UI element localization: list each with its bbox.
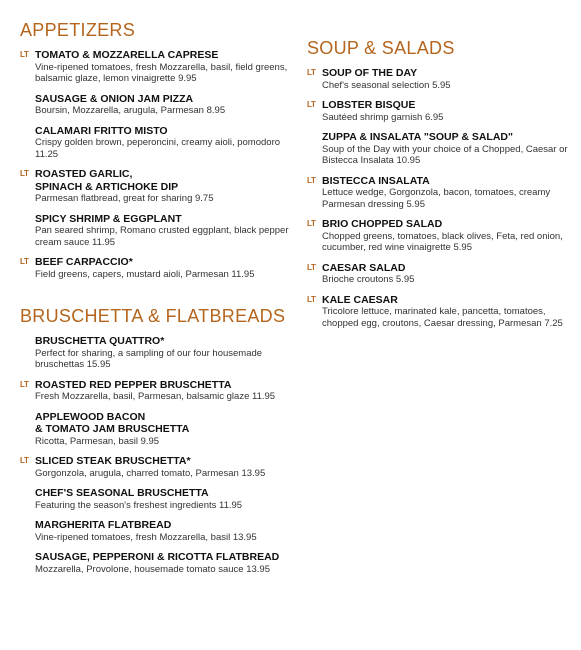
menu-item-description: Vine-ripened tomatoes, fresh Mozzarella, basil 13.95 [35, 531, 257, 543]
menu-item [307, 175, 577, 211]
menu-item [20, 455, 295, 479]
menu-items-soup [307, 67, 577, 329]
menu-item-description: Brioche croutons 5.95 [322, 274, 415, 285]
menu-item-name: CAESAR SALAD [322, 261, 406, 274]
menu-item-description: Parmesan flatbread, great for sharing 9.75 [35, 193, 214, 204]
lighter-taste-badge: LT [20, 50, 29, 59]
menu-item-name: CHEF'S SEASONAL BRUSCHETTA [35, 487, 209, 499]
lighter-taste-badge: LT [307, 262, 316, 272]
menu-item [20, 93, 295, 117]
menu-item-description: Featuring the season's freshest ingredients 11.95 [35, 499, 243, 511]
lighter-taste-badge: LT [20, 169, 29, 178]
menu-item-description: Chopped greens, tomatoes, black olives, Feta, red onion, cucumber, red wine vinaigrette 5.95 [322, 230, 563, 253]
menu-item-name: MARGHERITA FLATBREAD [35, 519, 172, 531]
menu-item-description: Perfect for sharing, a sampling of our four housemade bruschettas 15.95 [35, 347, 263, 370]
menu-item [20, 335, 295, 371]
lighter-taste-badge: LT [20, 456, 29, 465]
menu-item-name: BEEF CARPACCIO* [35, 256, 133, 268]
menu-item [20, 379, 295, 403]
lighter-taste-badge: LT [307, 219, 316, 228]
menu-item-name: CALAMARI FRITTO MISTO [35, 124, 168, 137]
section-title-soup-salads: SOUP & SALADS [307, 38, 455, 58]
menu-item-description: Ricotta, Parmesan, basil 9.95 [35, 435, 160, 447]
lighter-taste-badge: LT [20, 379, 29, 389]
menu-item-name: BRIO CHOPPED SALAD [322, 218, 443, 230]
menu-item-description: Field greens, capers, mustard aioli, Parmesan 11.95 [35, 268, 255, 280]
menu-item [307, 218, 577, 254]
menu-item-name: ROASTED RED PEPPER BRUSCHETTA [35, 378, 232, 391]
lighter-taste-badge: LT [307, 68, 316, 77]
menu-item-description: Sautéed shrimp garnish 6.95 [322, 111, 444, 123]
section-bruschetta-flatbreads [20, 306, 295, 575]
right-column [307, 38, 577, 337]
menu-item-name: SLICED STEAK BRUSCHETTA* [35, 455, 191, 467]
menu-item-description: Gorgonzola, arugula, charred tomato, Parmesan 13.95 [35, 467, 266, 479]
menu-item-name: SAUSAGE, PEPPERONI & RICOTTA FLATBREAD [35, 551, 280, 563]
menu-item [307, 67, 577, 91]
menu-item [20, 487, 295, 511]
menu-item-description: Pan seared shrimp, Romano crusted eggplant, black pepper cream sauce 11.95 [35, 225, 289, 248]
menu-item-description: Mozzarella, Provolone, housemade tomato sauce 13.95 [35, 563, 270, 575]
menu-item-name: TOMATO & MOZZARELLA CAPRESE [35, 49, 219, 61]
menu-item [20, 411, 295, 448]
lighter-taste-badge: LT [20, 257, 29, 266]
menu-item-name: SOUP OF THE DAY [322, 67, 418, 79]
menu-item [20, 213, 295, 249]
menu-items-bruschetta [20, 335, 295, 575]
menu-item-description: Lettuce wedge, Gorgonzola, bacon, tomatoes, creamy Parmesan dressing 5.95 [322, 187, 551, 210]
menu-item-name: APPLEWOOD BACON & TOMATO JAM BRUSCHETTA [35, 410, 190, 435]
menu-item-description: Boursin, Mozzarella, arugula, Parmesan 8.95 [35, 105, 226, 116]
menu-item-description: Crispy golden brown, peperoncini, creamy aioli, pomodoro 11.25 [35, 137, 281, 160]
left-column [20, 20, 295, 583]
menu-item-name: ROASTED GARLIC, SPINACH & ARTICHOKE DIP [35, 168, 179, 193]
section-title-appetizers: APPETIZERS [20, 20, 136, 40]
menu-item-description: Vine-ripened tomatoes, fresh Mozzarella, basil, field greens, balsamic glaze, lemon vinaigrette 9.95 [35, 61, 288, 84]
menu-item-name: SPICY SHRIMP & EGGPLANT [35, 212, 182, 225]
menu-item-description: Soup of the Day with your choice of a Chopped, Caesar or Bistecca Insalata 10.95 [322, 143, 568, 166]
lighter-taste-badge: LT [307, 175, 316, 185]
menu-item-name: LOBSTER BISQUE [322, 99, 416, 111]
menu-item [20, 256, 295, 280]
menu-item [307, 131, 577, 167]
section-title-bruschetta-flatbreads: BRUSCHETTA & FLATBREADS [20, 306, 286, 326]
menu-item-name: BISTECCA INSALATA [322, 174, 430, 187]
menu-items-appetizers [20, 49, 295, 280]
menu-item-description: Fresh Mozzarella, basil, Parmesan, balsamic glaze 11.95 [35, 391, 276, 402]
menu-item [20, 551, 295, 575]
menu-item [20, 168, 295, 205]
menu-item [20, 125, 295, 161]
lighter-taste-badge: LT [307, 294, 316, 304]
lighter-taste-badge: LT [307, 100, 316, 109]
menu-item-name: BRUSCHETTA QUATTRO* [35, 335, 165, 347]
menu-item [20, 519, 295, 543]
menu-item [307, 294, 577, 330]
menu-item [307, 262, 577, 286]
menu-item [20, 49, 295, 85]
section-soup-salads [307, 38, 577, 329]
menu-item-name: KALE CAESAR [322, 293, 398, 306]
section-appetizers [20, 20, 295, 280]
menu-item [307, 99, 577, 123]
menu-item-name: SAUSAGE & ONION JAM PIZZA [35, 92, 194, 105]
menu-item-description: Tricolore lettuce, marinated kale, pancetta, tomatoes, chopped egg, croutons, Caesar dressing, Parmesan 7.25 [322, 306, 563, 329]
menu-item-description: Chef's seasonal selection 5.95 [322, 79, 451, 91]
menu-item-name: ZUPPA & INSALATA "SOUP & SALAD" [322, 131, 513, 143]
